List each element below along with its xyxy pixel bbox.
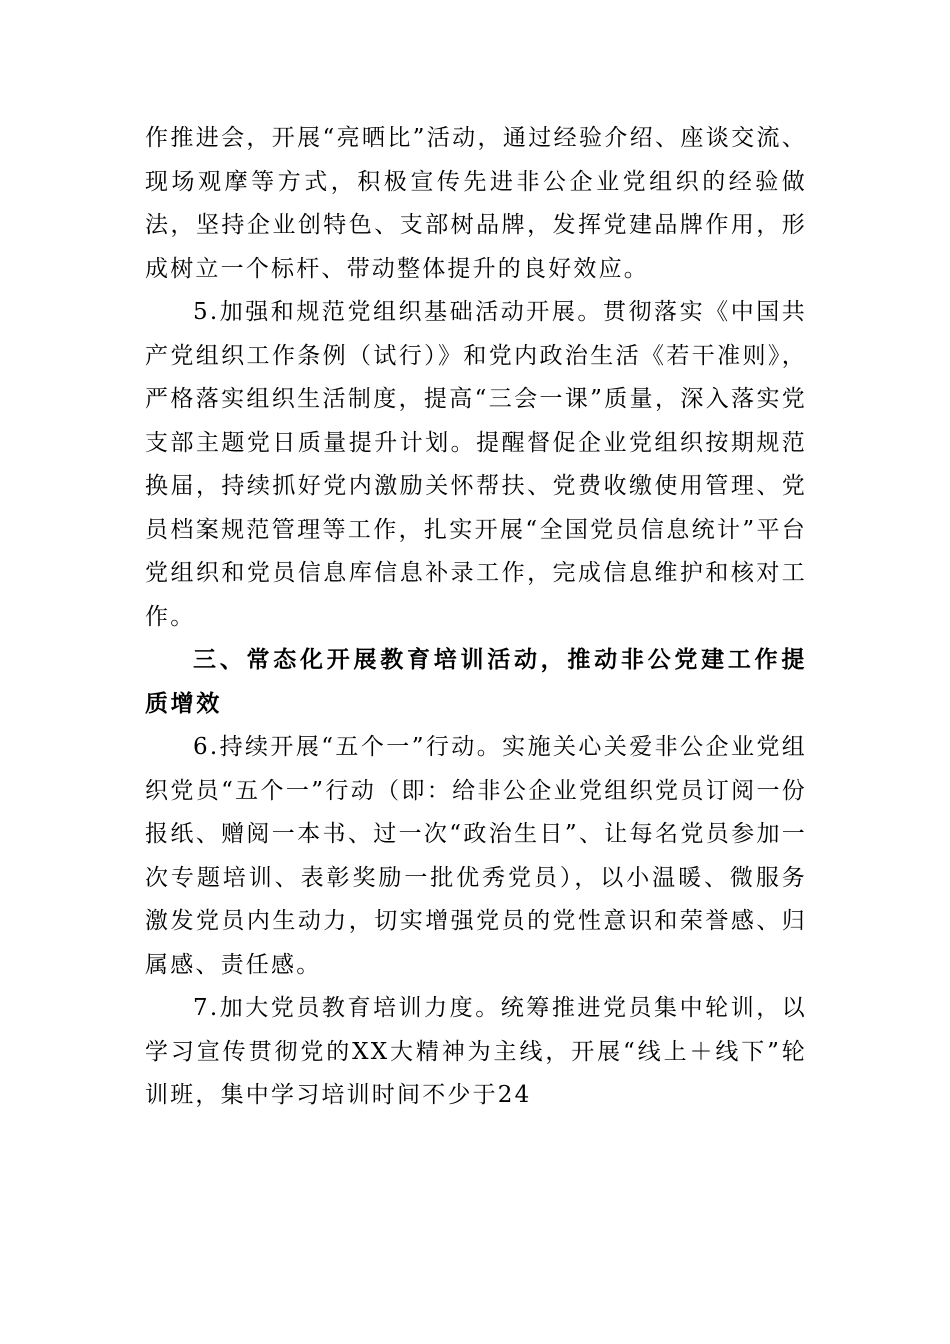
paragraph-item-7: 7.加大党员教育培训力度。统筹推进党员集中轮训，以学习宣传贯彻党的XX大精神为主线，开展“线上＋线下”轮训班，集中学习培训时间不少于24 [145, 995, 807, 1108]
paragraph-continuation: 作推进会，开展“亮晒比”活动，通过经验介绍、座谈交流、现场观摩等方式，积极宣传先进非公企业党组织的经验做法，坚持企业创特色、支部树品牌，发挥党建品牌作用，形成树立一个标杆、带动整体提升的良好效应。 [145, 125, 807, 282]
document-body [145, 117, 807, 1118]
paragraph-item-5: 5.加强和规范党组织基础活动开展。贯彻落实《中国共产党组织工作条例（试行）》和党内政治生活《若干准则》，严格落实组织生活制度，提高“三会一课”质量，深入落实党支部主题党日质量提升计划。提醒督促企业党组织按期规范换届，持续抓好党内激励关怀帮扶、党费收缴使用管理、党员档案规范管理等工作，扎实开展“全国党员信息统计”平台党组织和党员信息库信息补录工作，完成信息维护和核对工作。 [145, 299, 807, 630]
section-heading-3: 三、常态化开展教育培训活动，推动非公党建工作提质增效 [145, 647, 807, 717]
paragraph-item-6: 6.持续开展“五个一”行动。实施关心关爱非公企业党组织党员“五个一”行动（即：给非公企业党组织党员订阅一份报纸、赠阅一本书、过一次“政治生日”、让每名党员参加一次专题培训、表彰奖励一批优秀党员），以小温暖、微服务激发党员内生动力，切实增强党员的党性意识和荣誉感、归属感、责任感。 [145, 734, 807, 978]
